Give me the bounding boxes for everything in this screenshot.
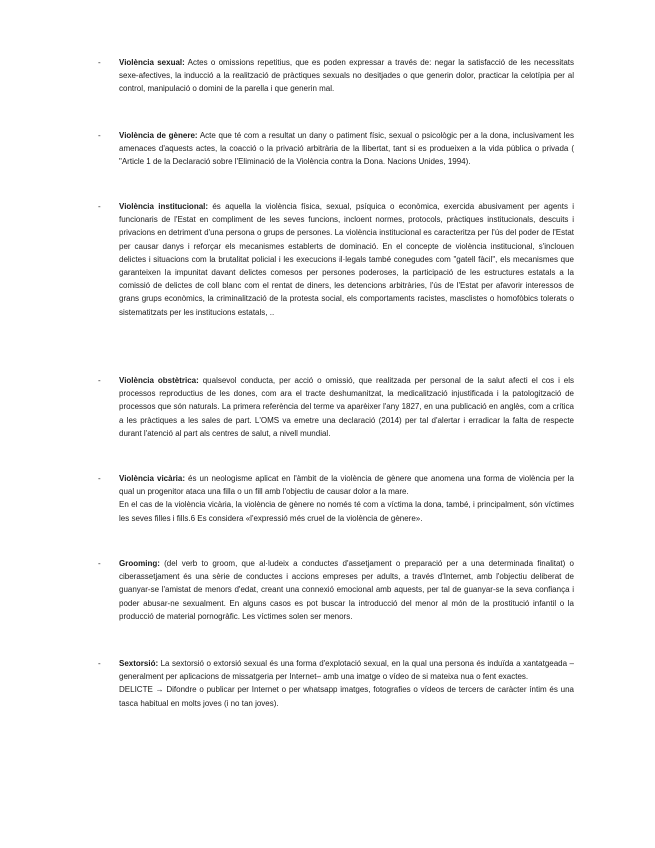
bullet-dash: - xyxy=(98,474,101,483)
term-label: Violència sexual: xyxy=(119,58,185,67)
definition-text: (del verb to groom, que al·ludeix a conductes d'assetjament o preparació per a una determinada finalitat) o ciberassetjament és una sèrie de conductes i accions empreses per adults, a través d'Internet, amb l'objectiu deliberat de guanyar-se l'amistat de menors d'edat, creant una connexió emocional amb aquests, per tal de guanyar-se la seva confiança i poder abusar-ne sexualment. En alguns casos es pot buscar la introducció del menor al món de la prostitució infantil o la producció de material pornogràfic. Les víctimes solen ser menors. xyxy=(119,559,574,621)
list-item-violencia-obstetrica xyxy=(98,374,575,440)
list-item-violencia-vicaria xyxy=(98,472,574,525)
entry-text xyxy=(119,657,574,710)
definition-text: Actes o omissions repetitius, que es poden expressar a través de: negar la satisfacció de les necessitats sexe-afectives, la inducció a la realització de pràctiques sexuals no desitjades o que generin dolor, practicar la celotípia per al control, manipulació o domini de la parella i que generin mal. xyxy=(119,58,574,94)
term-label: Violència de gènere: xyxy=(119,131,198,140)
term-label: Sextorsió: xyxy=(119,659,159,668)
list-item-violencia-genere xyxy=(98,129,574,169)
bullet-dash: - xyxy=(98,376,101,385)
bullet-dash: - xyxy=(98,659,101,668)
definition-text: qualsevol conducta, per acció o omissió, que realitzada per personal de la salut afecti el cos i els processos reproductius de les dones, com ara el tracte deshumanitzat, la medicalització injustificada i la patologització de processos que són naturals. La primera referència del terme va aparèixer l'any 1827, en una publicació en anglès, com a crítica a les pràctiques a les sales de part. L'OMS va emetre una declaració (2014) per tal d'alertar i erradicar la falta de respecte durant l'atenció al part als centres de salut, a nivell mundial. xyxy=(119,376,575,438)
bullet-dash: - xyxy=(98,58,101,67)
entry-text xyxy=(119,56,574,96)
term-label: Violència institucional: xyxy=(119,202,209,211)
bullet-dash: - xyxy=(98,559,101,568)
term-label: Grooming: xyxy=(119,559,160,568)
entry-text xyxy=(119,200,574,319)
definition-paragraph: DELICTE → Difondre o publicar per Internet o per whatsapp imatges, fotografies o vídeos de tercers de caràcter íntim és una tasca habitual en molts joves (i no tan joves). xyxy=(119,685,574,708)
term-label: Violència vicària: xyxy=(119,474,186,483)
entry-text xyxy=(119,472,574,525)
list-item-sextorsio xyxy=(98,657,574,710)
bullet-dash: - xyxy=(98,202,101,211)
list-item-grooming xyxy=(98,557,574,623)
definition-text: Acte que té com a resultat un dany o patiment físic, sexual o psicològic per a la dona, inclusivament les amenaces d'aquests actes, la coacció o la privació arbitrària de la llibertat, tant si es produeixen a la vida pública o privada ( "Article 1 de la Declaració sobre l'Eliminació de la Violència contra la Dona. Nacions Unides, 1994). xyxy=(119,131,574,167)
entry-text xyxy=(119,374,574,440)
term-label: Violència obstètrica: xyxy=(119,376,199,385)
list-item-violencia-sexual xyxy=(98,56,574,96)
bullet-dash: - xyxy=(98,131,101,140)
entry-text xyxy=(119,557,574,623)
definition-text: és un neologisme aplicat en l'àmbit de la violència de gènere que anomena una forma de violència per la qual un progenitor ataca una filla o un fill amb l'objectiu de causar dolor a la mare. xyxy=(119,474,574,497)
definition-text: La sextorsió o extorsió sexual és una forma d'explotació sexual, en la qual una persona és induïda a xantatgeada –generalment per aplicacions de missatgeria per Internet– amb una imatge o vídeo de si mateixa nua o fent exactes. xyxy=(119,659,574,682)
definition-text: és aquella la violència física, sexual, psíquica o econòmica, exercida abusivament per agents i funcionaris de l'Estat en compliment de les seves funcions, incloent normes, protocols, pràctiques institucionals, descuits i privacions en detriment d'una persona o grups de persones. La violència institucional es caracteritza per l'ús del poder de l'Estat per causar danys i reforçar els mecanismes establerts de dominació. En el concepte de violència institucional, s'inclouen delictes i situacions com la brutalitat policial i les execucions il·legals també conegudes com "gatell fàcil", els mecanismes que garanteixen la impunitat davant delictes comesos per persones poderoses, la participació de les estructures estatals a la comissió de delictes de coll blanc com el rentat de diners, les detencions arbitràries, l'ús de l'Estat per afavorir interessos de grans grups econòmics, la criminalització de la protesta social, els comportaments racistes, masclistes o homofòbics tolerats o sistematitzats per les institucions estatals, .. xyxy=(119,202,574,317)
list-item-violencia-institucional xyxy=(98,200,574,319)
definition-paragraph: En el cas de la violència vicària, la violència de gènere no només té com a víctima la dona, també, i principalment, són víctimes les seves filles i fills.6 Es considera «l'expressió més cruel de la violència de gènere». xyxy=(119,500,574,523)
entry-text xyxy=(119,129,574,169)
